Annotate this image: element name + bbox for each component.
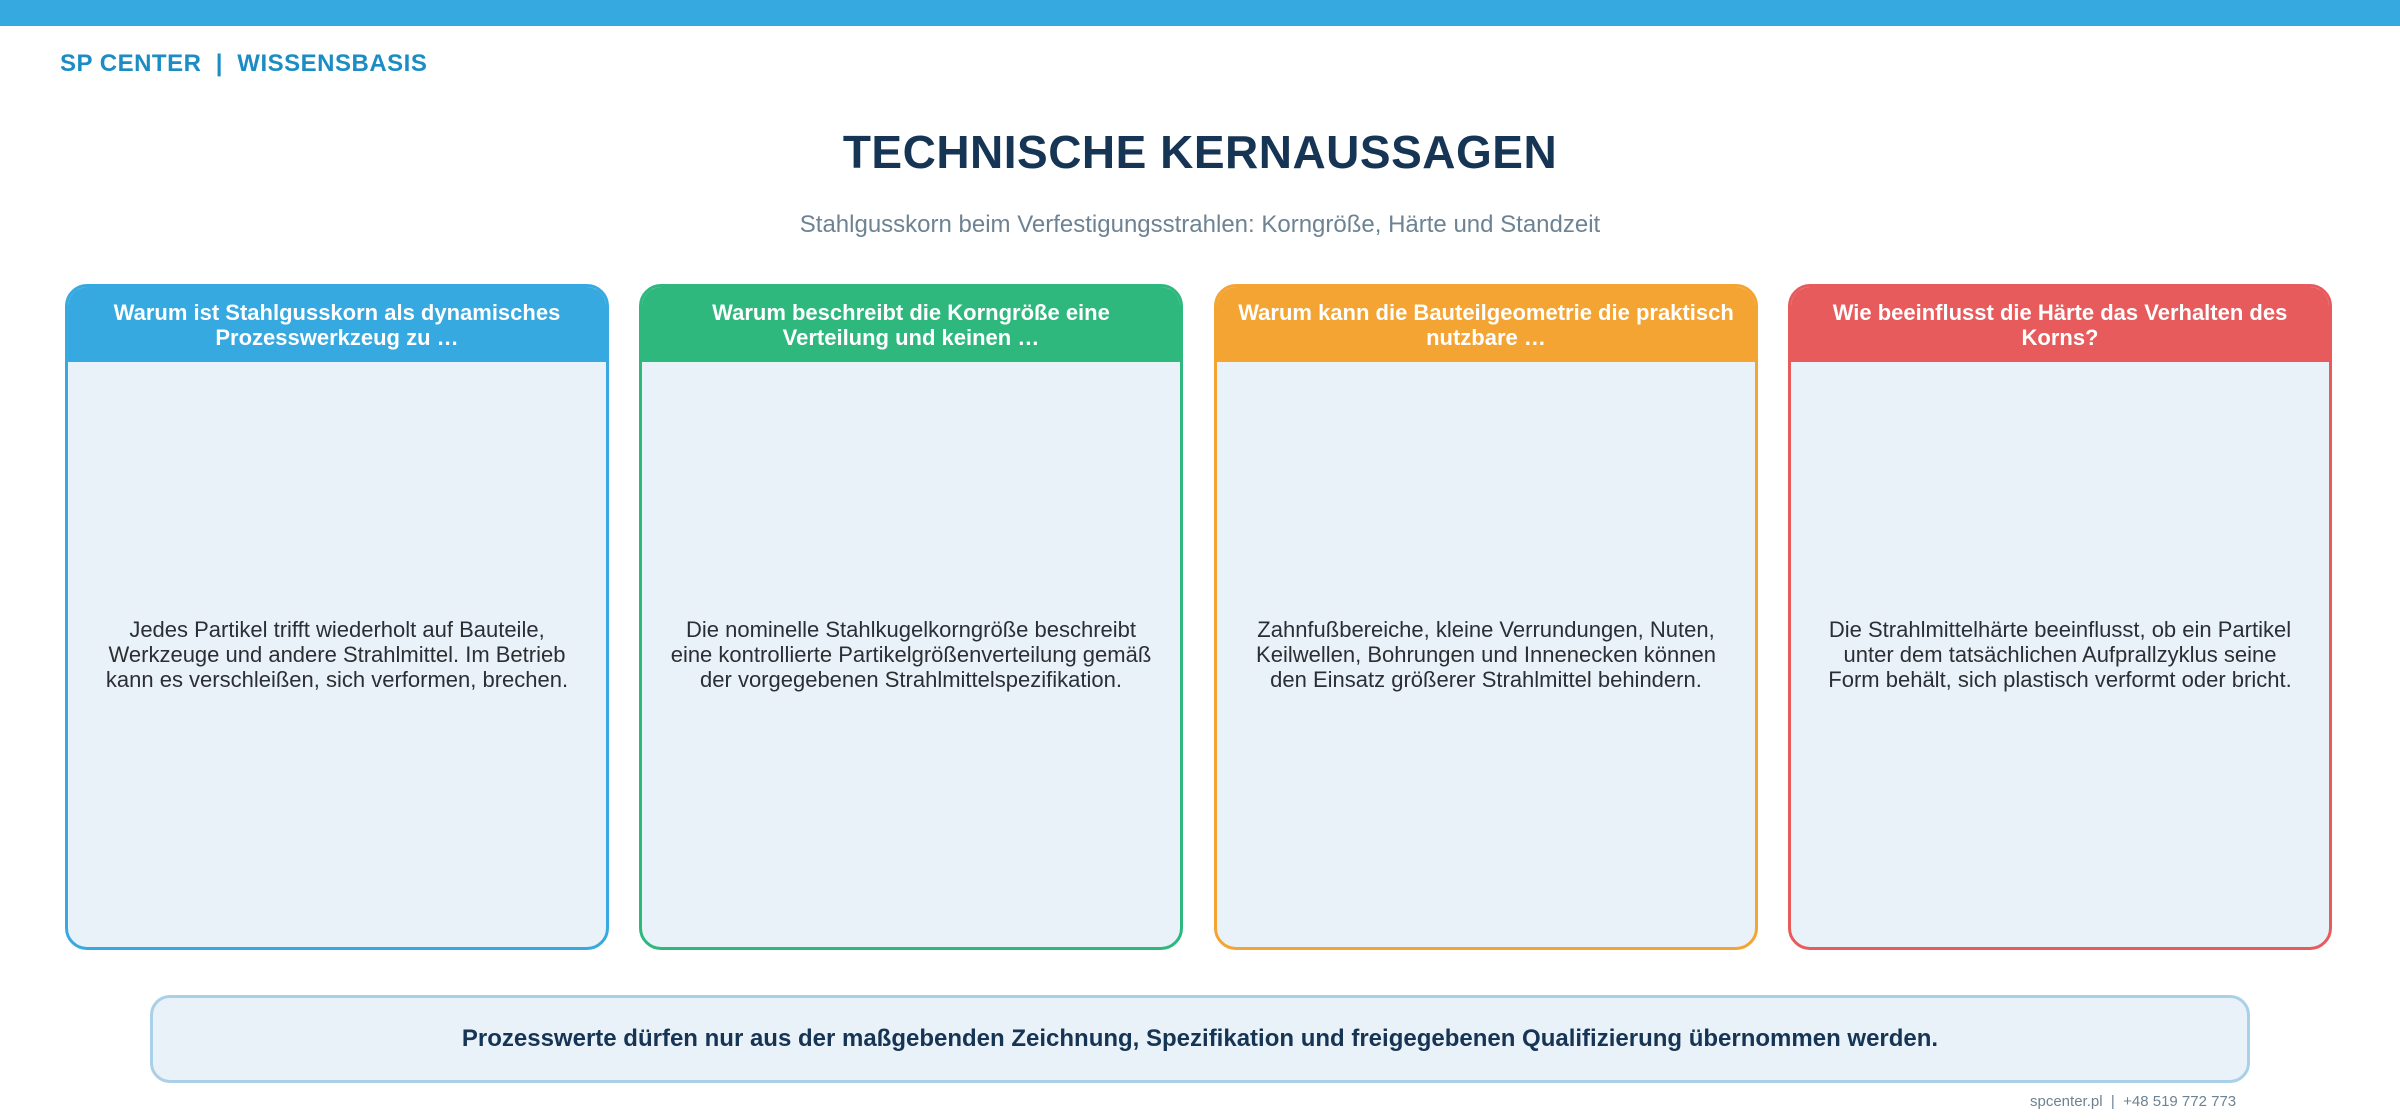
info-card-hardness-behavior [1788,284,2332,950]
card-body: Die Strahlmittelhärte beeinflusst, ob ein Partikel unter dem tatsächlichen Aufprallzyklus seine Form behält, sich plastisch verformt oder bricht. [1828,617,2292,692]
info-card-grain-size-distribution [639,284,1183,950]
page-subtitle: Stahlgusskorn beim Verfestigungsstrahlen: Korngröße, Härte und Standzeit [799,211,1601,238]
card-header: Warum beschreibt die Korngröße eine Verteilung und keinen … [642,287,1180,362]
page-title: TECHNISCHE KERNAUSSAGEN [842,126,1558,178]
card-header: Warum ist Stahlgusskorn als dynamisches Prozesswerkzeug zu … [68,287,606,362]
card-header: Wie beeinflusst die Härte das Verhalten des Korns? [1791,287,2329,362]
card-header: Warum kann die Bauteilgeometrie die praktisch nutzbare … [1217,287,1755,362]
process-values-notice: Prozesswerte dürfen nur aus der maßgebenden Zeichnung, Spezifikation und freigegebenen Qualifizierung übernommen werden. [150,995,2250,1083]
info-card-component-geometry [1214,284,1758,950]
card-body: Jedes Partikel trifft wiederholt auf Bauteile, Werkzeuge und andere Strahlmittel. Im Betrieb kann es verschleißen, sich verformen, brechen. [105,617,569,692]
footer-contact: spcenter.pl | +48 519 772 773 [2030,1093,2237,1110]
top-accent-bar [0,0,2400,26]
card-body: Die nominelle Stahlkugelkorngröße beschreibt eine kontrollierte Partikelgrößenverteilung gemäß der vorgegebenen Strahlmittelspezifikation. [670,617,1152,692]
brand-label: SP CENTER | WISSENSBASIS [60,50,428,77]
info-card-steel-grit-dynamic-tool [65,284,609,950]
card-body: Zahnfußbereiche, kleine Verrundungen, Nuten, Keilwellen, Bohrungen und Innenecken können den Einsatz größerer Strahlmittel behindern. [1256,617,1716,692]
